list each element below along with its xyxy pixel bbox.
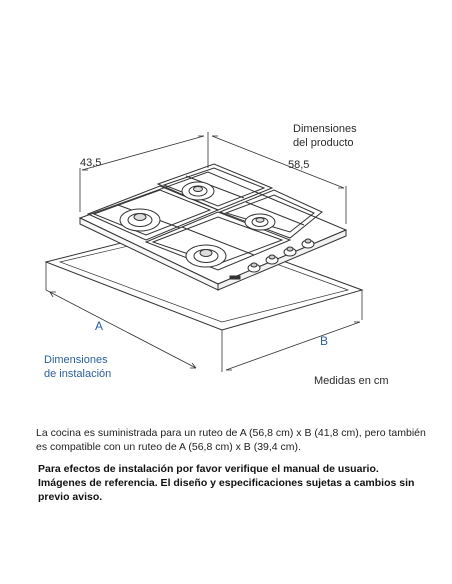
width-dimension-value: 58,5	[288, 159, 310, 171]
product-dims-label-line1: Dimensiones	[293, 123, 357, 135]
disclaimer-text: Para efectos de instalación por favor verifique el manual de usuario. Imágenes de referencia. El diseño y especificaciones sujetas a cambios sin previo aviso.	[38, 463, 415, 503]
install-label-b: B	[320, 334, 329, 348]
install-dims-label-line1: Dimensiones	[44, 354, 108, 366]
install-dims-label-line2: de instalación	[44, 368, 112, 380]
install-label-a: A	[95, 319, 104, 333]
product-dims-label-line2: del producto	[293, 137, 354, 149]
units-note: Medidas en cm	[314, 375, 389, 387]
routing-paragraph: La cocina es suministrada para un ruteo de A (56,8 cm) x B (41,8 cm), pero también es compatible con un ruteo de A (56,8 cm) x B (39,4 cm).	[36, 427, 426, 453]
depth-dimension-value: 43,5	[80, 157, 102, 169]
